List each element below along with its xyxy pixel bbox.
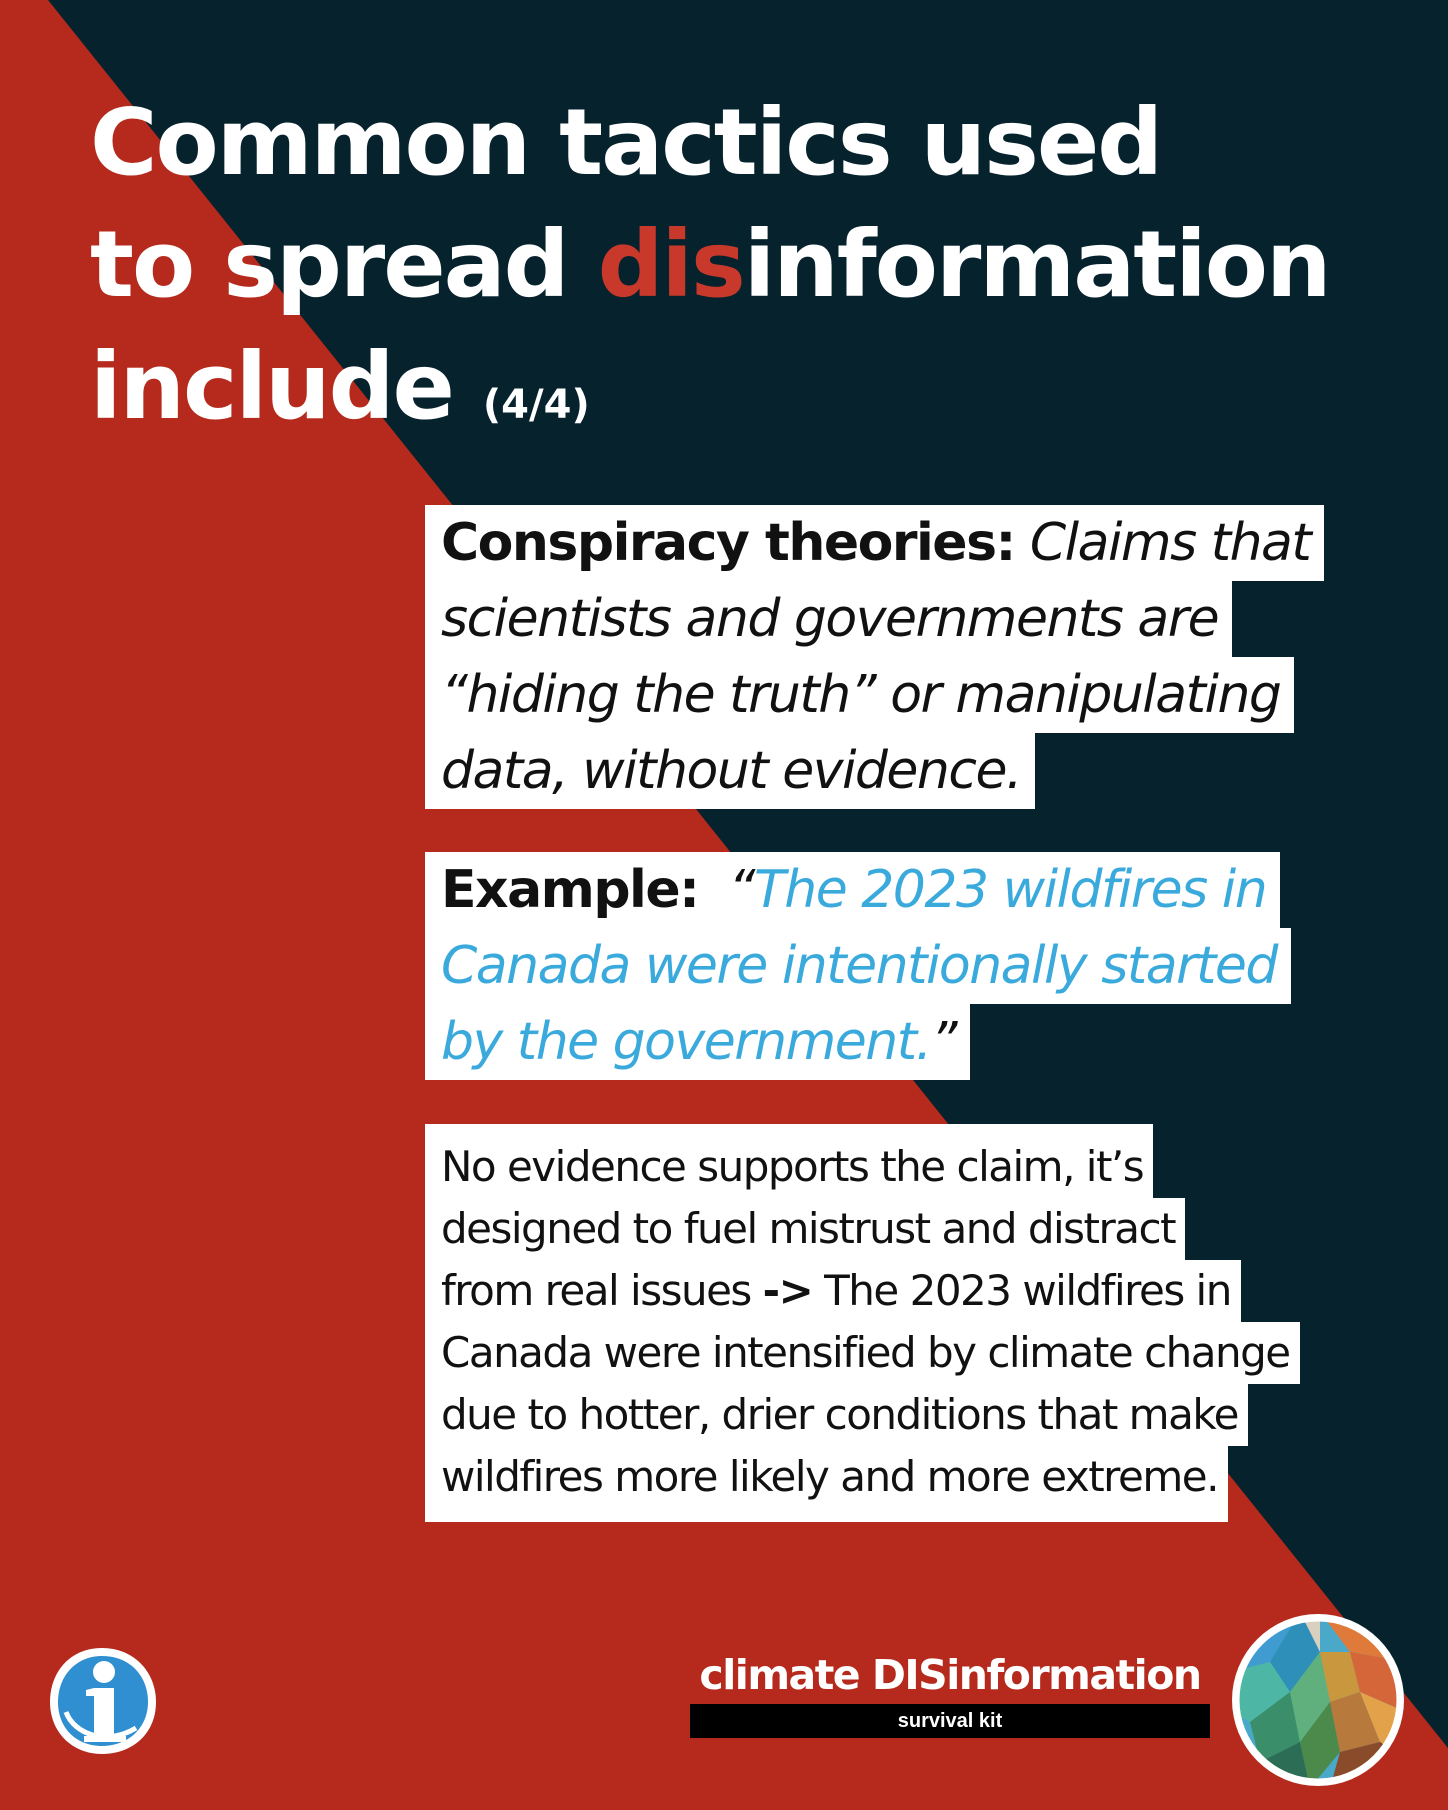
low-poly-globe-icon — [1230, 1612, 1406, 1788]
explanation-line — [425, 1260, 1241, 1322]
explanation-text: from real issues — [441, 1266, 763, 1315]
example-line — [425, 852, 1280, 928]
explanation-text: The 2023 wildfires in — [812, 1266, 1231, 1315]
example-close-quote: ” — [930, 1012, 957, 1072]
definition-block — [425, 505, 1324, 809]
info-logo-icon — [44, 1642, 160, 1758]
definition-line — [425, 505, 1324, 581]
brand-lockup — [690, 1650, 1210, 1738]
example-open-quote: “ — [728, 860, 754, 920]
example-label: Example: — [441, 860, 699, 920]
explanation-block — [425, 1124, 1300, 1522]
explanation-line: designed to fuel mistrust and distract — [425, 1198, 1185, 1260]
arrow-symbol: -> — [762, 1266, 813, 1315]
title-line-2-start: to spread — [90, 211, 598, 318]
explanation-line: wildfires more likely and more extreme. — [425, 1446, 1228, 1522]
example-quote-text: by the government. — [441, 1012, 931, 1072]
definition-line: scientists and governments are — [425, 581, 1232, 657]
example-line — [425, 1004, 970, 1080]
explanation-line: No evidence supports the claim, it’s — [425, 1124, 1153, 1198]
explanation-line: due to hotter, drier conditions that make — [425, 1384, 1248, 1446]
example-line: Canada were intentionally started — [425, 928, 1291, 1004]
explanation-line: Canada were intensified by climate change — [425, 1322, 1300, 1384]
title-line-1: Common tactics used — [90, 89, 1162, 196]
definition-label: Conspiracy theories: — [441, 513, 1015, 573]
brand-title: climate DISinformation — [699, 1651, 1201, 1699]
definition-text: Claims that — [1029, 513, 1311, 573]
example-block — [425, 852, 1291, 1080]
page-title — [90, 82, 1390, 466]
definition-line: data, without evidence. — [425, 733, 1035, 809]
definition-line: “hiding the truth” or manipulating — [425, 657, 1294, 733]
title-line-2-end: information — [743, 211, 1330, 318]
brand-subtitle: survival kit — [690, 1704, 1210, 1738]
part-indicator: (4/4) — [482, 382, 590, 428]
title-highlight: dis — [597, 211, 744, 318]
title-line-3: include — [90, 333, 453, 440]
example-quote-text: The 2023 wildfires in — [753, 860, 1267, 920]
